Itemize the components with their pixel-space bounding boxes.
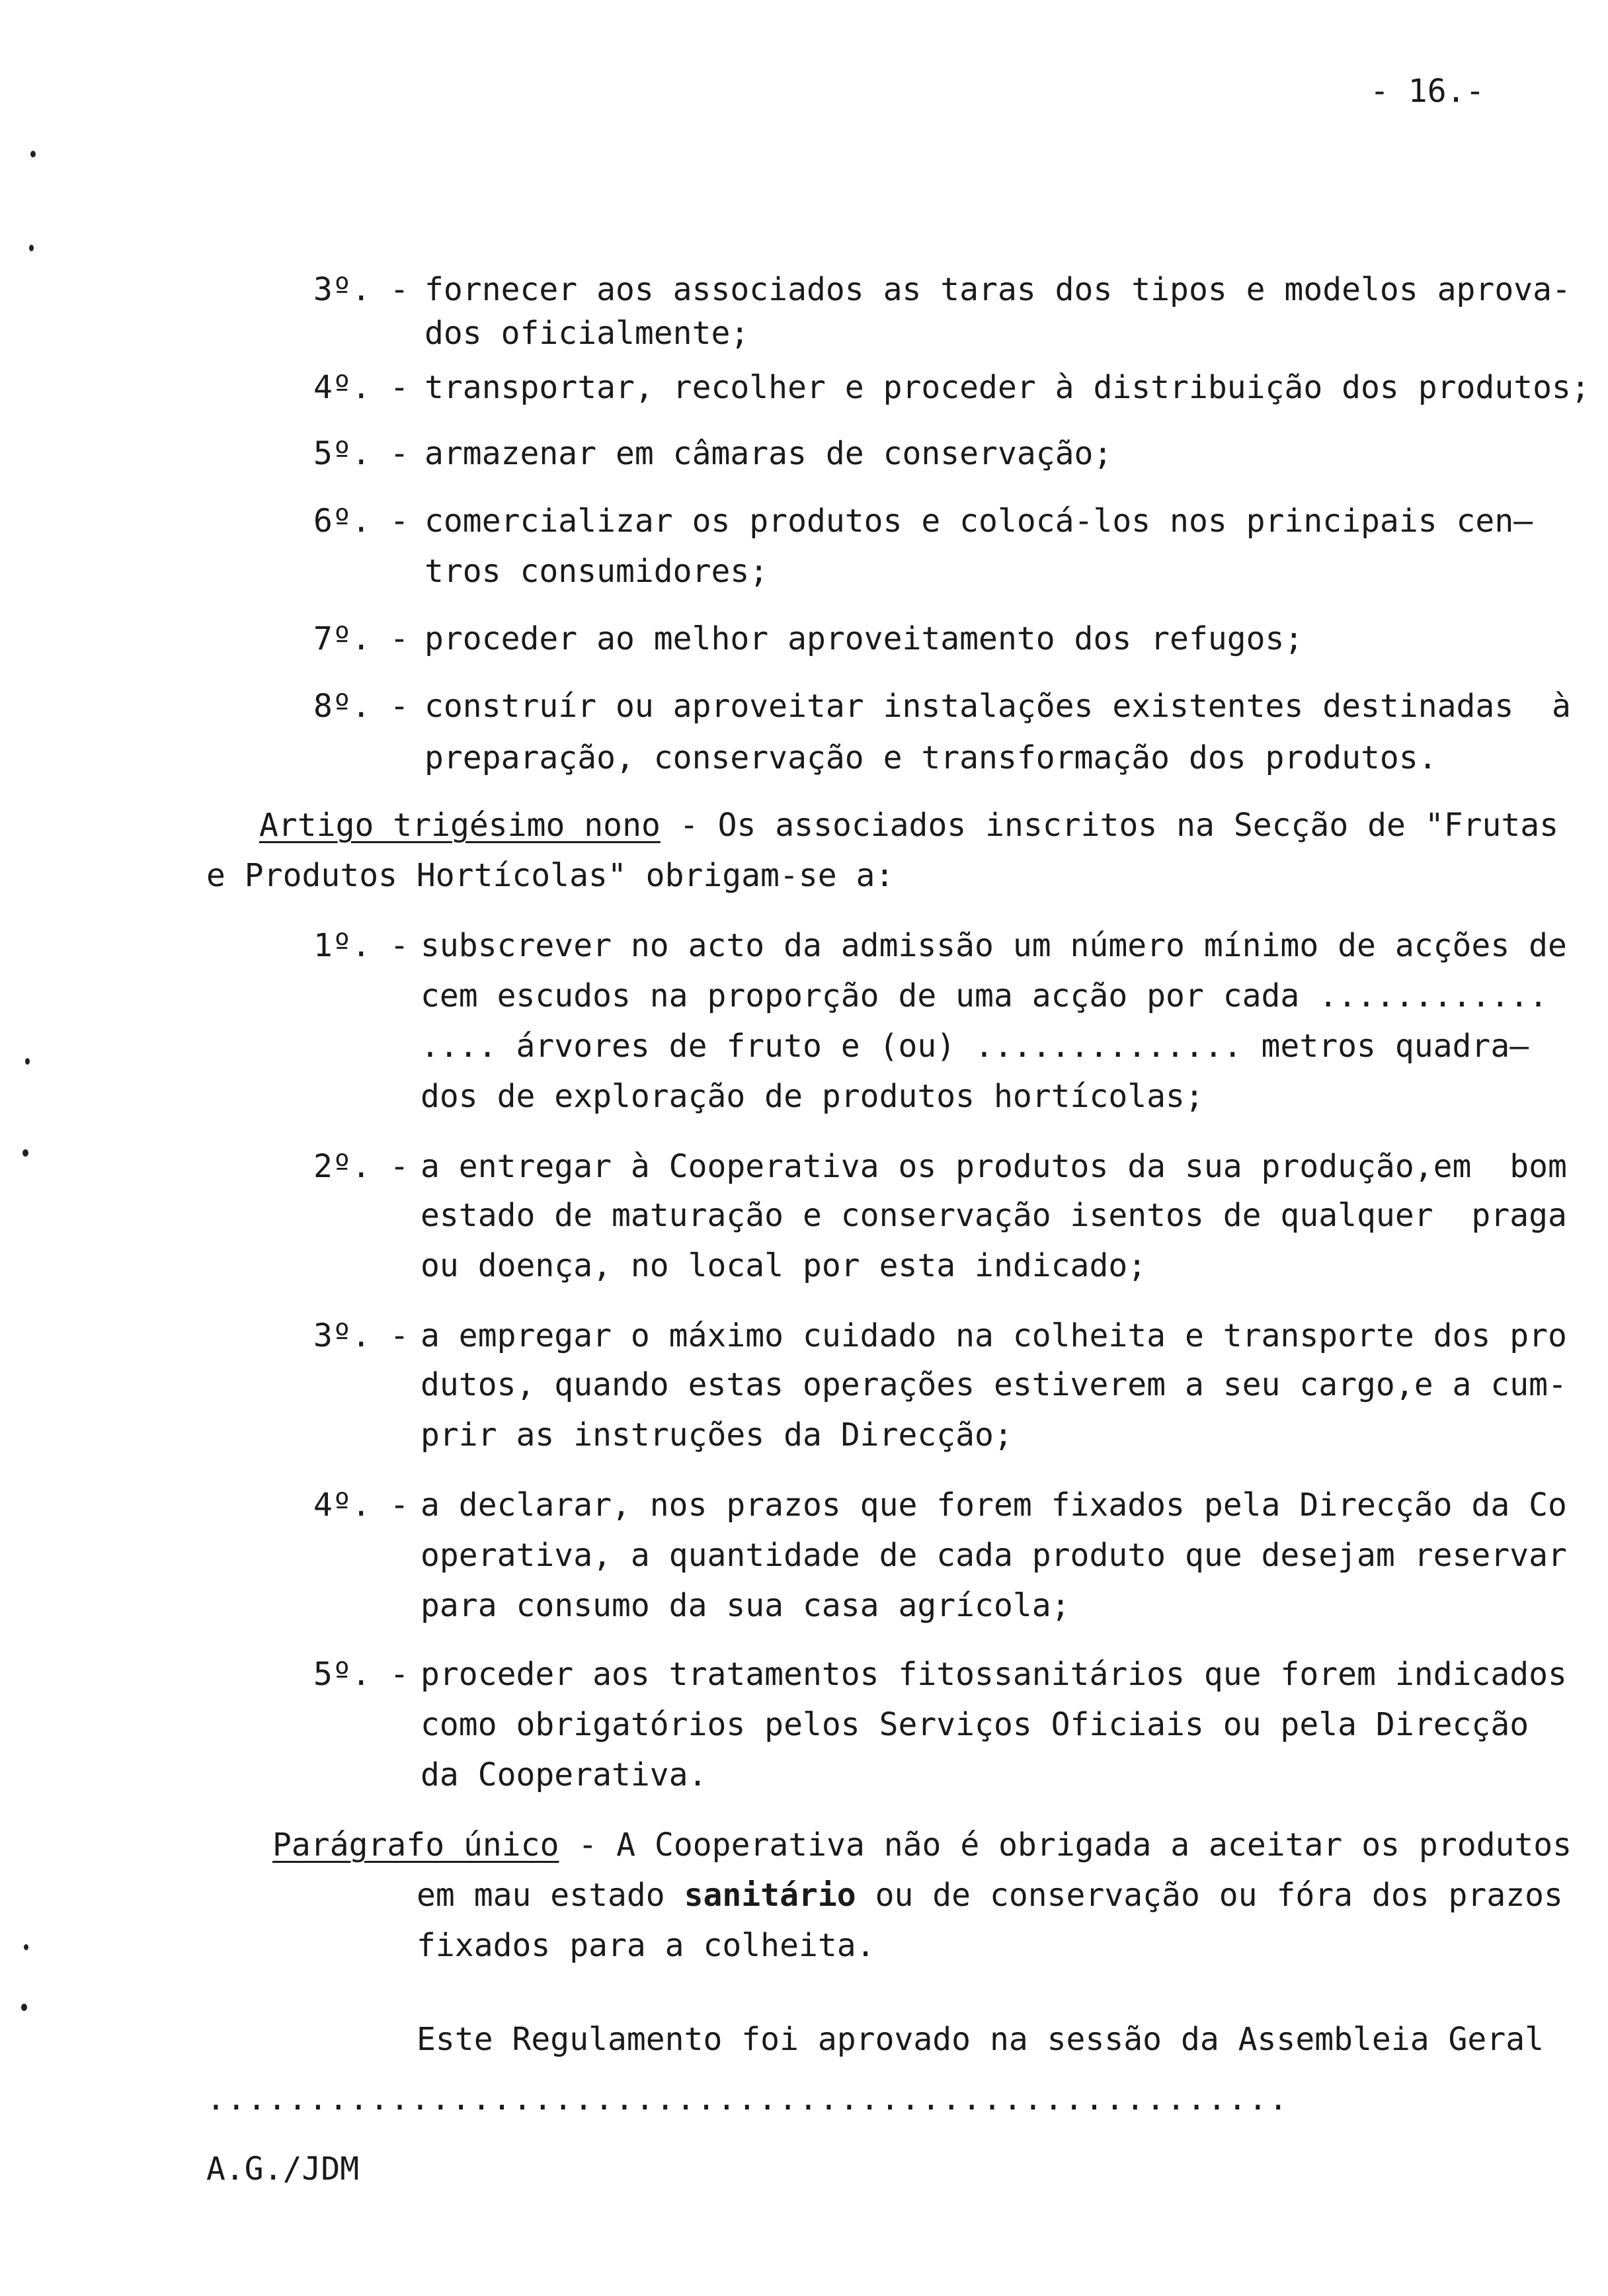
article-intro-line2: e Produtos Hortícolas" obrigam-se a:	[206, 857, 895, 894]
item-number: 8º. -	[313, 688, 409, 725]
item-text-line: comercializar os produtos e colocá-los nos principais cen—	[424, 503, 1533, 540]
item-text-line: preparação, conservação e transformação dos produtos.	[424, 739, 1437, 776]
paragraph-line2-start: em mau estado	[417, 1877, 684, 1914]
item-number: 6º. -	[313, 503, 409, 540]
item-text-line: estado de maturação e conservação isentos de qualquer praga	[421, 1197, 1567, 1234]
closing-line: Este Regulamento foi aprovado na sessão da Assembleia Geral	[417, 2021, 1545, 2058]
item-number: 7º. -	[313, 620, 409, 657]
item-text-line: operativa, a quantidade de cada produto que desejam reservar	[421, 1537, 1567, 1574]
item-text-line: prir as instruções da Direcção;	[421, 1416, 1013, 1454]
paragraph-line3: fixados para a colheita.	[417, 1927, 875, 1964]
scan-mark	[22, 1149, 28, 1157]
item-number: 5º. -	[313, 1656, 409, 1693]
paragraph-line2	[417, 1878, 1563, 1912]
paragraph-bold-word: sanitário	[684, 1877, 856, 1914]
paragraph-line2-end: ou de conservação ou fóra dos prazos	[856, 1877, 1563, 1914]
item-number: 5º. -	[313, 435, 409, 472]
article-intro	[259, 808, 1558, 842]
item-number: 2º. -	[313, 1148, 409, 1185]
item-text-line: armazenar em câmaras de conservação;	[424, 435, 1113, 472]
closing-dots: .....................................................	[206, 2080, 1289, 2117]
paragraph-line1	[272, 1828, 1572, 1862]
scan-mark	[24, 1944, 28, 1950]
item-number: 1º. -	[313, 927, 409, 964]
paragraph-heading: Parágrafo único	[272, 1826, 559, 1864]
scan-mark	[21, 2004, 27, 2011]
item-text-line: a empregar o máximo cuidado na colheita e transporte dos pro	[421, 1317, 1567, 1354]
item-text-line: ou doença, no local por esta indicado;	[421, 1247, 1147, 1284]
item-number: 4º. -	[313, 369, 409, 406]
page-number: - 16.-	[1370, 73, 1485, 110]
item-text-line: dutos, quando estas operações estiverem a seu cargo,e a cum-	[421, 1366, 1567, 1403]
item-text-line: proceder ao melhor aproveitamento dos refugos;	[424, 620, 1304, 657]
item-text-line: como obrigatórios pelos Serviços Oficiais ou pela Direcção	[421, 1706, 1529, 1743]
item-text-line: dos oficialmente;	[424, 315, 750, 352]
item-text-line: cem escudos na proporção de uma acção por cada ............	[421, 977, 1548, 1014]
item-text-line: a entregar à Cooperativa os produtos da sua produção,em bom	[421, 1148, 1567, 1185]
item-text-line: transportar, recolher e proceder à distribuição dos produtos;	[424, 369, 1590, 406]
item-text-line: para consumo da sua casa agrícola;	[421, 1587, 1070, 1624]
scan-mark	[30, 151, 36, 157]
scan-mark	[29, 245, 34, 251]
item-text-line: proceder aos tratamentos fitossanitários que forem indicados	[421, 1656, 1567, 1693]
paragraph-rest: - A Cooperativa não é obrigada a aceitar os produtos	[559, 1826, 1572, 1864]
scan-mark	[25, 1058, 30, 1065]
footer-initials: A.G./JDM	[206, 2151, 360, 2188]
item-number: 3º. -	[313, 271, 409, 308]
item-text-line: dos de exploração de produtos hortícolas;	[421, 1078, 1204, 1115]
item-text-line: subscrever no acto da admissão um número mínimo de acções de	[421, 927, 1567, 964]
item-text-line: fornecer aos associados as taras dos tipos e modelos aprova-	[424, 271, 1571, 308]
item-number: 4º. -	[313, 1487, 409, 1524]
item-text-line: a declarar, nos prazos que forem fixados pela Direcção da Co	[421, 1487, 1567, 1524]
article-intro-rest: - Os associados inscritos na Secção de "Frutas	[660, 807, 1559, 844]
item-number: 3º. -	[313, 1317, 409, 1354]
item-text-line: da Cooperativa.	[421, 1756, 707, 1793]
item-text-line: .... árvores de fruto e (ou) .............. metros quadra—	[421, 1028, 1529, 1065]
item-text-line: tros consumidores;	[424, 553, 769, 590]
item-text-line: construír ou aproveitar instalações existentes destinadas à	[424, 688, 1571, 725]
article-heading: Artigo trigésimo nono	[259, 807, 661, 844]
